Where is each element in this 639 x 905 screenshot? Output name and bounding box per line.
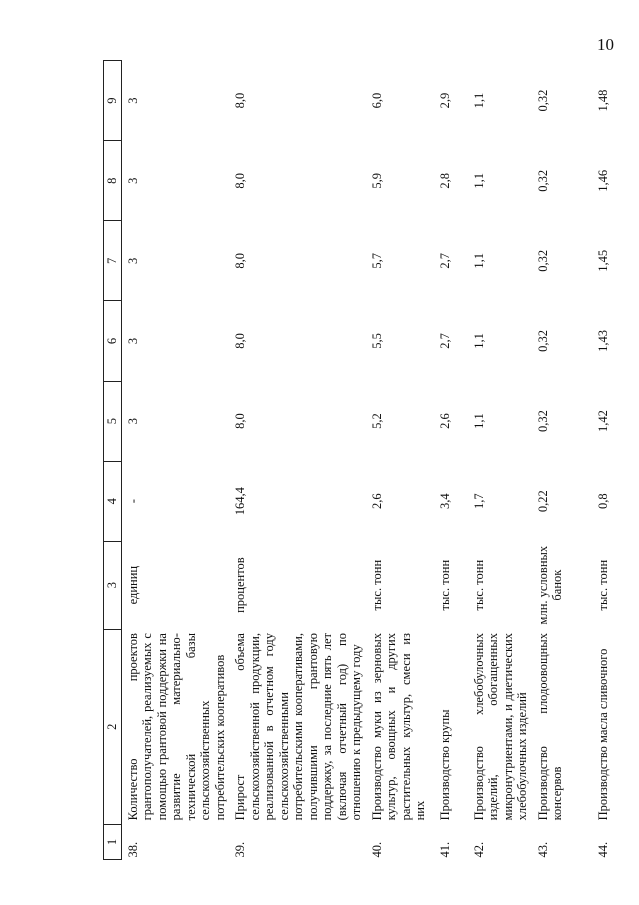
header-col-5: 5 — [104, 381, 122, 461]
header-col-9: 9 — [104, 61, 122, 141]
unit: тыс. тонн — [369, 559, 384, 611]
header-col-3: 3 — [104, 541, 122, 629]
value-col-4: 1,7 — [471, 493, 486, 509]
table-row — [434, 61, 468, 860]
indicator-name: Производство плодоовощных консервов — [535, 633, 564, 821]
indicator-name: Производство муки из зерновых культур, овощных и других растительных культур, смеси из них — [369, 633, 427, 821]
value-col-8: 3 — [125, 177, 140, 184]
value-col-6: 1,43 — [595, 330, 610, 352]
header-col-1: 1 — [104, 824, 122, 859]
value-col-8: 1,1 — [471, 172, 486, 189]
unit: тыс. тонн — [595, 559, 610, 611]
value-col-4: - — [125, 499, 140, 504]
value-col-7: 5,7 — [369, 253, 384, 269]
header-col-8: 8 — [104, 141, 122, 221]
row-number: 44. — [595, 841, 610, 858]
value-col-6: 2,7 — [437, 333, 452, 349]
unit: тыс. тонн — [471, 559, 486, 611]
value-col-9: 1,48 — [595, 89, 610, 112]
table-row — [532, 61, 592, 860]
value-col-6: 5,5 — [369, 333, 384, 349]
value-col-9: 3 — [125, 97, 140, 104]
value-col-5: 1,1 — [471, 413, 486, 429]
header-col-2: 2 — [104, 629, 122, 824]
value-col-5: 0,32 — [535, 410, 550, 433]
indicator-name: Производство крупы — [437, 709, 452, 821]
value-col-6: 8,0 — [233, 333, 247, 349]
table-row — [121, 61, 229, 860]
value-col-8: 8,0 — [233, 172, 247, 189]
value-col-6: 0,32 — [535, 330, 550, 352]
value-col-7: 1,1 — [471, 253, 486, 269]
unit: процентов — [233, 557, 247, 613]
value-col-8: 0,32 — [535, 169, 550, 192]
value-col-7: 2,7 — [437, 253, 452, 269]
value-col-4: 164,4 — [233, 487, 247, 516]
value-col-7: 8,0 — [233, 253, 247, 269]
value-col-4: 0,22 — [535, 490, 550, 513]
value-col-5: 1,42 — [595, 410, 610, 433]
table-row — [229, 61, 366, 860]
value-col-9: 1,1 — [471, 92, 486, 109]
value-col-8: 1,46 — [595, 169, 610, 192]
unit: единиц — [125, 565, 140, 605]
row-number: 39. — [233, 841, 247, 858]
row-number: 43. — [535, 841, 550, 858]
indicator-name: Количество проектов грантополучателей, реализуемых с помощью грантовой поддержки на развитие материально-технической базы сельскохозяйственных потребительских кооперативов — [125, 633, 227, 821]
table-body — [121, 61, 620, 860]
value-col-4: 2,6 — [369, 493, 384, 509]
header-col-6: 6 — [104, 301, 122, 381]
value-col-6: 1,1 — [471, 333, 486, 349]
value-col-5: 5,2 — [369, 413, 384, 429]
indicator-name: Производство хлебобулочных изделий, обогащенных микронутриентами, и диетических хлебобулочных изделий — [471, 633, 529, 821]
table-row — [468, 61, 532, 860]
indicator-name: Прирост объема сельскохозяйственной продукции, реализованной в отчетном году сельскохозяйственными потребительскими кооперативами, получившими грантовую поддержку, за последние пять лет (включая отчетный год) по отношению к предыдущему году — [233, 633, 363, 821]
value-col-8: 5,9 — [369, 172, 384, 189]
header-col-7: 7 — [104, 221, 122, 301]
value-col-8: 2,8 — [437, 172, 452, 189]
value-col-7: 3 — [125, 257, 140, 264]
unit: млн. условных банок — [535, 545, 564, 625]
table-row — [592, 61, 620, 860]
page-number: 10 — [597, 35, 614, 54]
rotated-table-container — [103, 60, 611, 860]
value-col-9: 2,9 — [437, 92, 452, 109]
value-col-4: 0,8 — [595, 493, 610, 509]
table-header — [104, 61, 122, 860]
value-col-9: 6,0 — [369, 92, 384, 109]
value-col-7: 1,45 — [595, 249, 610, 272]
value-col-9: 0,32 — [535, 89, 550, 112]
row-number: 41. — [437, 841, 452, 858]
unit: тыс. тонн — [437, 559, 452, 611]
value-col-6: 3 — [125, 337, 140, 345]
table-row — [366, 61, 434, 860]
header-col-4: 4 — [104, 461, 122, 541]
value-col-4: 3,4 — [437, 493, 452, 509]
value-col-5: 3 — [125, 417, 140, 425]
value-col-5: 2,6 — [437, 413, 452, 429]
row-number: 40. — [369, 841, 384, 858]
indicator-name: Производство масла сливочного — [595, 648, 610, 821]
value-col-9: 8,0 — [233, 92, 247, 109]
header-row — [104, 61, 122, 860]
row-number: 42. — [471, 841, 486, 858]
row-number: 38. — [125, 841, 140, 858]
indicators-table — [103, 60, 620, 860]
value-col-7: 0,32 — [535, 249, 550, 272]
value-col-5: 8,0 — [233, 413, 247, 429]
